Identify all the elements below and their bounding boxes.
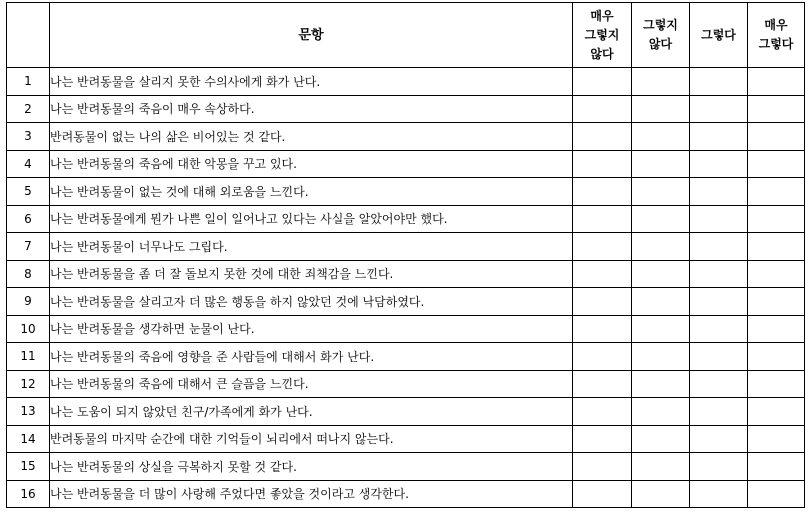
- response-cell-strongly-agree[interactable]: [748, 205, 805, 233]
- table-row: [7, 205, 805, 233]
- table-row: [7, 233, 805, 261]
- response-cell-strongly-disagree[interactable]: [573, 178, 632, 206]
- response-cell-agree[interactable]: [690, 95, 748, 123]
- response-cell-agree[interactable]: [690, 370, 748, 398]
- item-statement: 나는 반려동물의 상실을 극복하지 못할 것 같다.: [50, 453, 573, 481]
- response-cell-disagree[interactable]: [632, 425, 690, 453]
- response-cell-strongly-agree[interactable]: [748, 315, 805, 343]
- response-cell-strongly-disagree[interactable]: [573, 425, 632, 453]
- item-statement: 나는 반려동물의 죽음에 대해서 큰 슬픔을 느낀다.: [50, 370, 573, 398]
- item-number: 6: [7, 205, 50, 233]
- table-row: [7, 370, 805, 398]
- item-statement: 나는 반려동물을 더 많이 사랑해 주었다면 좋았을 것이라고 생각한다.: [50, 480, 573, 508]
- table-row: [7, 453, 805, 481]
- response-cell-strongly-disagree[interactable]: [573, 288, 632, 316]
- item-number: 5: [7, 178, 50, 206]
- item-statement: 나는 반려동물이 너무나도 그립다.: [50, 233, 573, 261]
- response-cell-strongly-disagree[interactable]: [573, 205, 632, 233]
- response-cell-strongly-agree[interactable]: [748, 178, 805, 206]
- header-row: [7, 3, 805, 68]
- response-cell-agree[interactable]: [690, 123, 748, 151]
- table-row: [7, 178, 805, 206]
- table-row: [7, 343, 805, 371]
- response-cell-agree[interactable]: [690, 288, 748, 316]
- response-cell-agree[interactable]: [690, 315, 748, 343]
- table-row: [7, 260, 805, 288]
- item-statement: 나는 반려동물을 살리지 못한 수의사에게 화가 난다.: [50, 68, 573, 96]
- item-number: 3: [7, 123, 50, 151]
- option-header-agree: [690, 3, 748, 68]
- response-cell-strongly-agree[interactable]: [748, 480, 805, 508]
- response-cell-strongly-disagree[interactable]: [573, 123, 632, 151]
- item-number: 10: [7, 315, 50, 343]
- response-cell-agree[interactable]: [690, 480, 748, 508]
- table-row: [7, 425, 805, 453]
- response-cell-disagree[interactable]: [632, 233, 690, 261]
- response-cell-disagree[interactable]: [632, 370, 690, 398]
- option-header-line: 그렇다: [701, 27, 736, 42]
- item-statement: 나는 반려동물에게 뭔가 나쁜 일이 일어나고 있다는 사실을 알았어야만 했다.: [50, 205, 573, 233]
- item-statement: 반려동물이 없는 나의 삶은 비어있는 것 같다.: [50, 123, 573, 151]
- table-row: [7, 288, 805, 316]
- response-cell-disagree[interactable]: [632, 95, 690, 123]
- item-number: 2: [7, 95, 50, 123]
- response-cell-strongly-disagree[interactable]: [573, 260, 632, 288]
- option-header-line: 않다: [590, 46, 614, 61]
- item-number: 15: [7, 453, 50, 481]
- response-cell-disagree[interactable]: [632, 68, 690, 96]
- response-cell-strongly-disagree[interactable]: [573, 453, 632, 481]
- response-cell-strongly-disagree[interactable]: [573, 95, 632, 123]
- option-header-line: 그렇지: [643, 18, 678, 32]
- item-number: 14: [7, 425, 50, 453]
- response-cell-disagree[interactable]: [632, 480, 690, 508]
- table-row: [7, 68, 805, 96]
- response-cell-strongly-disagree[interactable]: [573, 480, 632, 508]
- statement-column-header: 문항: [50, 3, 573, 68]
- response-cell-disagree[interactable]: [632, 315, 690, 343]
- response-cell-disagree[interactable]: [632, 260, 690, 288]
- item-number: 1: [7, 68, 50, 96]
- item-number: 4: [7, 150, 50, 178]
- response-cell-strongly-disagree[interactable]: [573, 315, 632, 343]
- response-cell-strongly-disagree[interactable]: [573, 68, 632, 96]
- response-cell-disagree[interactable]: [632, 288, 690, 316]
- response-cell-agree[interactable]: [690, 453, 748, 481]
- table-row: [7, 480, 805, 508]
- response-cell-strongly-agree[interactable]: [748, 233, 805, 261]
- option-header-line: 매우: [764, 18, 788, 32]
- response-cell-disagree[interactable]: [632, 150, 690, 178]
- response-cell-agree[interactable]: [690, 343, 748, 371]
- item-statement: 나는 도움이 되지 않았던 친구/가족에게 화가 난다.: [50, 398, 573, 426]
- response-cell-strongly-agree[interactable]: [748, 453, 805, 481]
- response-cell-strongly-agree[interactable]: [748, 288, 805, 316]
- response-cell-strongly-disagree[interactable]: [573, 233, 632, 261]
- item-statement: 나는 반려동물을 살리고자 더 많은 행동을 하지 않았던 것에 낙담하였다.: [50, 288, 573, 316]
- option-header-strongly-disagree: [573, 3, 632, 68]
- response-cell-agree[interactable]: [690, 398, 748, 426]
- table-row: [7, 150, 805, 178]
- item-number: 7: [7, 233, 50, 261]
- survey-table: [6, 2, 805, 508]
- response-cell-disagree[interactable]: [632, 398, 690, 426]
- response-cell-strongly-agree[interactable]: [748, 343, 805, 371]
- response-cell-strongly-agree[interactable]: [748, 398, 805, 426]
- response-cell-disagree[interactable]: [632, 343, 690, 371]
- item-number: 13: [7, 398, 50, 426]
- item-statement: 나는 반려동물을 좀 더 잘 돌보지 못한 것에 대한 죄책감을 느낀다.: [50, 260, 573, 288]
- response-cell-agree[interactable]: [690, 205, 748, 233]
- response-cell-disagree[interactable]: [632, 178, 690, 206]
- response-cell-agree[interactable]: [690, 150, 748, 178]
- response-cell-disagree[interactable]: [632, 453, 690, 481]
- response-cell-strongly-agree[interactable]: [748, 123, 805, 151]
- response-cell-strongly-agree[interactable]: [748, 260, 805, 288]
- number-column-header: [7, 3, 50, 68]
- option-header-line: 그렇지: [584, 27, 620, 42]
- option-header-line: 않다: [648, 37, 673, 51]
- response-cell-disagree[interactable]: [632, 205, 690, 233]
- item-statement: 나는 반려동물의 죽음에 대한 악몽을 꾸고 있다.: [50, 150, 573, 178]
- item-statement: 나는 반려동물을 생각하면 눈물이 난다.: [50, 315, 573, 343]
- response-cell-strongly-disagree[interactable]: [573, 398, 632, 426]
- response-cell-agree[interactable]: [690, 178, 748, 206]
- item-number: 8: [7, 260, 50, 288]
- option-header-line: 그렇다: [758, 37, 794, 51]
- item-number: 9: [7, 288, 50, 316]
- response-cell-strongly-agree[interactable]: [748, 68, 805, 96]
- response-cell-strongly-agree[interactable]: [748, 425, 805, 453]
- option-header-line: 매우: [590, 8, 614, 23]
- item-number: 16: [7, 480, 50, 508]
- table-row: [7, 95, 805, 123]
- response-cell-agree[interactable]: [690, 233, 748, 261]
- option-header-strongly-agree: [748, 3, 805, 68]
- item-statement: 나는 반려동물의 죽음에 영향을 준 사람들에 대해서 화가 난다.: [50, 343, 573, 371]
- option-header-disagree: [632, 3, 690, 68]
- response-cell-disagree[interactable]: [632, 123, 690, 151]
- table-row: [7, 398, 805, 426]
- response-cell-strongly-disagree[interactable]: [573, 370, 632, 398]
- item-statement: 나는 반려동물이 없는 것에 대해 외로움을 느낀다.: [50, 178, 573, 206]
- response-cell-agree[interactable]: [690, 68, 748, 96]
- item-number: 12: [7, 370, 50, 398]
- items-body: [7, 68, 805, 508]
- response-cell-strongly-disagree[interactable]: [573, 343, 632, 371]
- item-statement: 나는 반려동물의 죽음이 매우 속상하다.: [50, 95, 573, 123]
- response-cell-strongly-agree[interactable]: [748, 370, 805, 398]
- response-cell-strongly-agree[interactable]: [748, 95, 805, 123]
- item-statement: 반려동물의 마지막 순간에 대한 기억들이 뇌리에서 떠나지 않는다.: [50, 425, 573, 453]
- response-cell-agree[interactable]: [690, 260, 748, 288]
- item-number: 11: [7, 343, 50, 371]
- table-row: [7, 315, 805, 343]
- response-cell-strongly-disagree[interactable]: [573, 150, 632, 178]
- table-row: [7, 123, 805, 151]
- response-cell-strongly-agree[interactable]: [748, 150, 805, 178]
- response-cell-agree[interactable]: [690, 425, 748, 453]
